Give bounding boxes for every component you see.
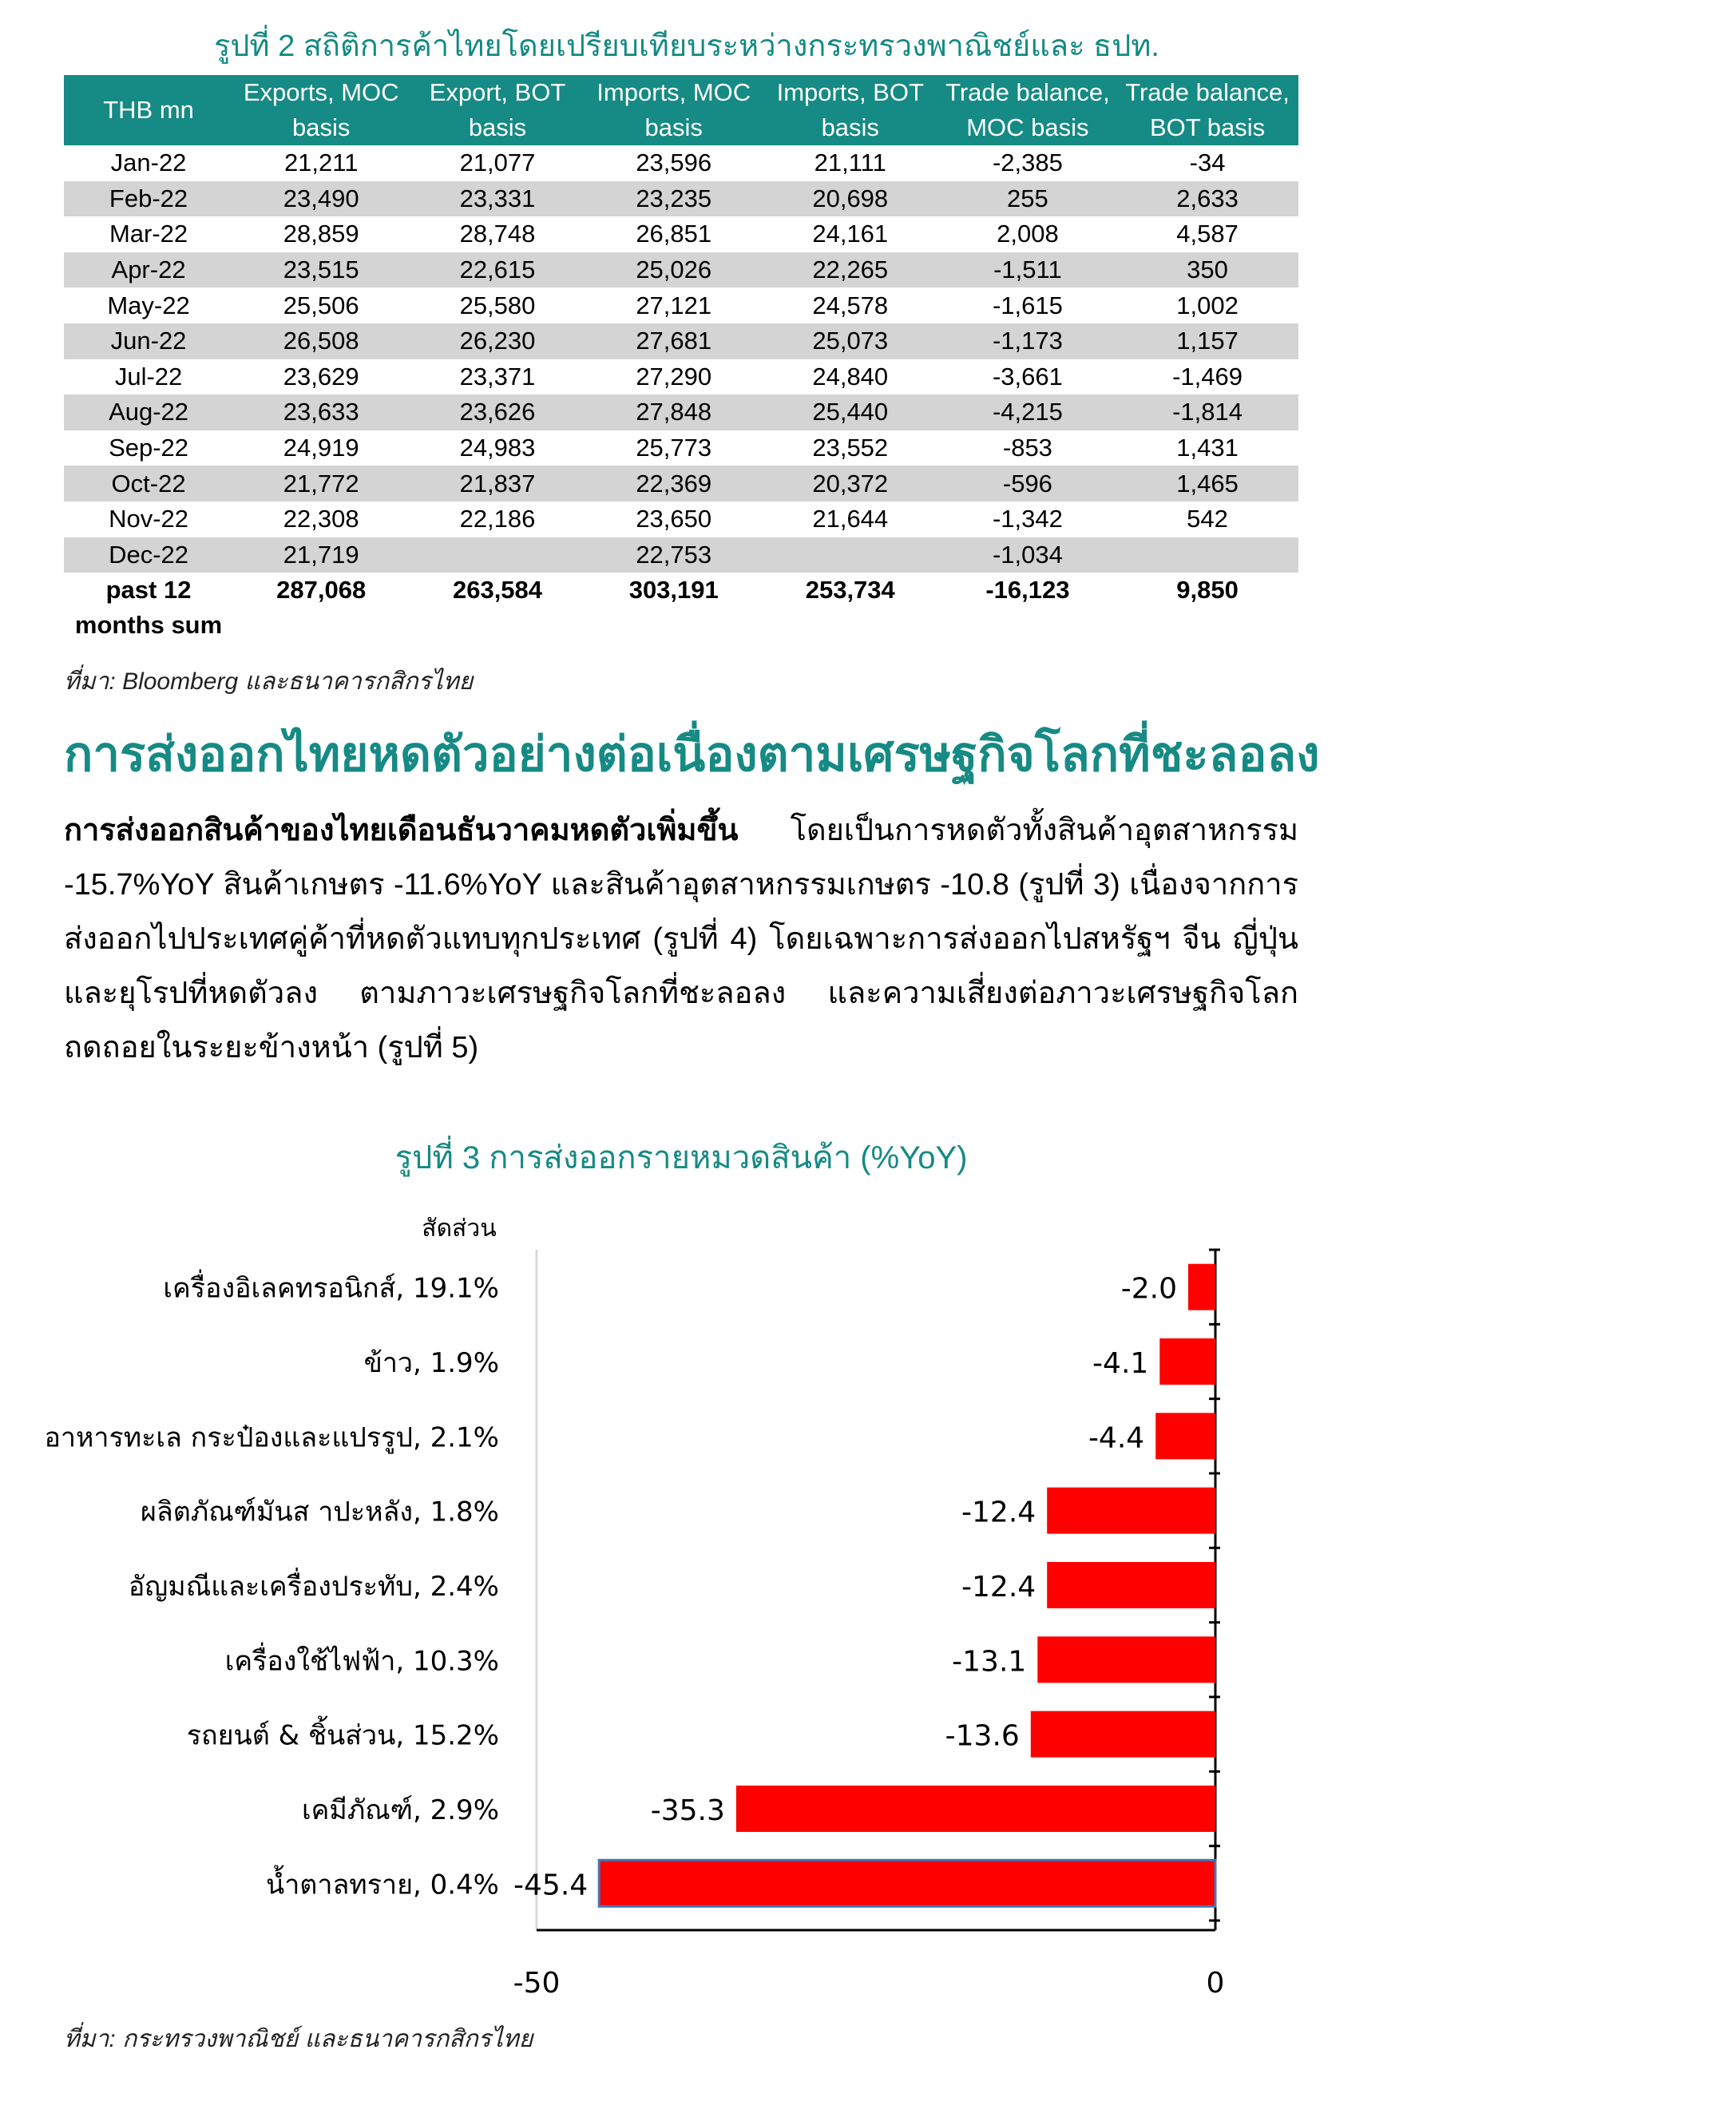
- table-cell: 22,186: [459, 505, 536, 533]
- header-cell: Exports, MOC basis: [233, 75, 409, 145]
- table-cell: 28,748: [459, 220, 536, 248]
- bar: [1037, 1636, 1215, 1683]
- category-header-label: สัดส่วน: [422, 1215, 497, 1243]
- table-cell: 23,331: [409, 181, 585, 217]
- row-month-cell: Sep-22: [109, 434, 189, 462]
- category-label: ข้าว, 1.9%: [363, 1347, 499, 1379]
- header-cell: Imports, BOT basis: [762, 75, 939, 145]
- table-cell: 25,506: [283, 291, 359, 319]
- table-cell: 21,837: [409, 466, 585, 501]
- table-cell: 25,773: [636, 434, 712, 462]
- bar: [1155, 1413, 1215, 1459]
- table-cell: 22,308: [283, 505, 359, 533]
- table-cell: 22,753: [586, 537, 762, 573]
- chart-title: รูปที่ 3 การส่งออกรายหมวดสินค้า (%YoY): [394, 1140, 968, 1175]
- table-cell: 25,440: [762, 394, 939, 430]
- table-cell: 21,211: [283, 149, 359, 177]
- table-cell: 1,431: [1176, 434, 1239, 462]
- table-cell: 350: [1116, 252, 1298, 288]
- category-label: น้ำตาลทราย, 0.4%: [265, 1869, 499, 1901]
- x-tick-label: 0: [1206, 1967, 1225, 2000]
- table-cell: 23,235: [586, 181, 762, 217]
- header-cell: Export, BOT basis: [409, 75, 585, 145]
- row-month-cell: Dec-22: [64, 537, 233, 573]
- sum-cell: -16,123: [985, 576, 1070, 605]
- header-cell: Trade balance, BOT basis: [1116, 75, 1298, 145]
- section-heading: การส่งออกไทยหดตัวอย่างต่อเนื่องตามเศรษฐกิจโลกที่ชะลอลง: [64, 727, 1320, 781]
- table-cell: 23,515: [233, 252, 409, 288]
- paragraph-bold-lead: การส่งออกสินค้าของไทยเดือนธันวาคมหดตัวเพิ่มขึ้น: [64, 814, 739, 847]
- bar: [599, 1860, 1215, 1906]
- table-cell: -596: [939, 466, 1116, 501]
- table-cell: 542: [1187, 505, 1228, 533]
- table-cell: 28,859: [283, 220, 359, 248]
- table-cell: -853: [1002, 434, 1052, 462]
- bar: [736, 1786, 1215, 1832]
- table-cell: 21,644: [812, 505, 889, 533]
- table-cell: -1,469: [1172, 362, 1243, 390]
- bar: [1159, 1338, 1215, 1385]
- table-cell: 27,848: [586, 394, 762, 430]
- table-source-note: ที่มา: Bloomberg และธนาคารกสิกรไทย: [64, 668, 474, 695]
- category-label: เครื่องอิเลคทรอนิกส์, 19.1%: [163, 1272, 499, 1305]
- table-cell: 23,490: [233, 181, 409, 217]
- row-month-cell: Mar-22: [109, 220, 188, 248]
- bar-value-label: -45.4: [513, 1869, 589, 1902]
- table-cell: 24,161: [812, 220, 889, 248]
- x-tick-label: -50: [513, 1967, 561, 2000]
- paragraph-text: โดยเป็นการหดตัวทั้งสินค้าอุตสาหกรรม -15.7%YoY สินค้าเกษตร -11.6%YoY และสินค้าอุตสาหกรรมเกษตร -10.8 (รูปที่ 3) เนื่องจากการส่งออกไปประเทศคู่ค้าที่หดตัวแทบทุกประเทศ (รูปที่ 4) โดยเฉพาะการส่งออกไปสหรัฐฯ จีน ญี่ปุ่น และยุโรปที่หดตัวลง ตามภาวะเศรษฐกิจโลกที่ชะลอลง และความเสี่ยงต่อภาวะเศรษฐกิจโลกถดถอยในระยะข้างหน้า (รูปที่ 5): [64, 814, 1298, 1064]
- table-cell: 26,851: [636, 220, 712, 248]
- table-cell: 23,371: [459, 362, 536, 390]
- table-cell: -1,034: [939, 537, 1116, 573]
- category-label: เคมีภัณฑ์, 2.9%: [302, 1794, 499, 1826]
- header-cell: THB mn: [64, 75, 233, 145]
- table-cell: 1,157: [1116, 323, 1298, 359]
- table-cell: 21,111: [814, 149, 886, 177]
- table-cell: 24,840: [812, 362, 889, 390]
- bar-value-label: -4.1: [1092, 1347, 1149, 1380]
- bar: [1047, 1488, 1215, 1534]
- bar: [1031, 1711, 1215, 1758]
- table-cell: 23,650: [636, 505, 712, 533]
- bar-value-label: -35.3: [650, 1794, 725, 1827]
- table-cell: 2,633: [1116, 181, 1298, 217]
- table-cell: 25,580: [459, 291, 536, 319]
- table-cell: -1,342: [992, 505, 1063, 533]
- table-cell: 21,719: [233, 537, 409, 573]
- table-cell: -3,661: [992, 362, 1063, 390]
- table-cell: 26,508: [233, 323, 409, 359]
- bar-value-label: -12.4: [961, 1571, 1036, 1604]
- table-cell: 1,002: [1176, 291, 1239, 319]
- table-cell: -1,511: [939, 252, 1116, 288]
- table-cell: 24,919: [283, 434, 359, 462]
- table-cell: 4,587: [1176, 220, 1239, 248]
- table-cell: -2,385: [992, 149, 1063, 177]
- row-month-cell: Jun-22: [64, 323, 233, 359]
- table-cell: 23,626: [409, 394, 585, 430]
- table-cell: 26,230: [409, 323, 585, 359]
- bar-value-label: -12.4: [961, 1496, 1036, 1529]
- table-cell: 21,772: [233, 466, 409, 501]
- table-cell: 255: [939, 181, 1116, 217]
- table-cell: 2,008: [997, 220, 1059, 248]
- table-cell: 20,698: [762, 181, 939, 217]
- category-label: รถยนต์ & ชิ้นส่วน, 15.2%: [186, 1719, 499, 1752]
- sum-cell: 263,584: [452, 576, 543, 605]
- bar-value-label: -2.0: [1120, 1272, 1177, 1306]
- table-title: รูปที่ 2 สถิติการค้าไทยโดยเปรียบเทียบระหว่างกระทรวงพาณิชย์และ ธปท.: [214, 30, 1159, 63]
- table-cell: 24,578: [812, 291, 889, 319]
- row-month-cell: Feb-22: [64, 181, 233, 217]
- table-cell: 24,983: [459, 434, 536, 462]
- table-cell: 25,026: [586, 252, 762, 288]
- row-month-cell: Oct-22: [64, 466, 233, 501]
- row-month-cell: Jan-22: [110, 149, 187, 177]
- sum-cell: 303,191: [628, 576, 719, 605]
- bar-value-label: -13.6: [945, 1719, 1020, 1753]
- table-cell: 23,633: [233, 394, 409, 430]
- table-cell: 27,290: [636, 362, 712, 390]
- row-month-cell: May-22: [107, 291, 190, 319]
- row-month-cell: Aug-22: [64, 394, 233, 430]
- table-cell: 23,629: [283, 362, 359, 390]
- bar-value-label: -13.1: [952, 1645, 1027, 1679]
- category-label: อาหารทะเล กระป๋องและแปรรูป, 2.1%: [44, 1421, 499, 1454]
- table-cell: -4,215: [939, 394, 1116, 430]
- table-cell: 22,369: [586, 466, 762, 501]
- sum-label-cell: past 12 months sum: [74, 576, 223, 640]
- table-cell: -1,615: [992, 291, 1063, 319]
- category-label: เครื่องใช้ไฟฟ้า, 10.3%: [224, 1645, 499, 1678]
- table-cell: -1,173: [939, 323, 1116, 359]
- row-month-cell: Jul-22: [114, 362, 183, 390]
- table-cell: 21,077: [459, 149, 536, 177]
- bar: [1188, 1264, 1215, 1310]
- table-cell: 23,552: [812, 434, 889, 462]
- category-label: อัญมณีและเครื่องประทับ, 2.4%: [128, 1571, 499, 1603]
- row-month-cell: Nov-22: [109, 505, 189, 533]
- header-cell: Imports, MOC basis: [586, 75, 762, 145]
- table-cell: 25,073: [762, 323, 939, 359]
- table-cell: 22,265: [762, 252, 939, 288]
- category-label: ผลิตภัณฑ์มันส าปะหลัง, 1.8%: [140, 1496, 499, 1528]
- header-cell: Trade balance, MOC basis: [939, 75, 1116, 145]
- bar-value-label: -4.4: [1088, 1421, 1145, 1455]
- sum-cell: 287,068: [276, 576, 367, 605]
- chart-source-note: ที่มา: กระทรวงพาณิชย์ และธนาคารกสิกรไทย: [64, 2026, 533, 2052]
- sum-cell: 253,734: [805, 576, 895, 605]
- table-cell: -34: [1189, 149, 1226, 177]
- table-cell: -1,814: [1116, 394, 1298, 430]
- table-cell: 27,121: [636, 291, 712, 319]
- bar: [1047, 1562, 1215, 1608]
- table-cell: 1,465: [1116, 466, 1298, 501]
- row-month-cell: Apr-22: [64, 252, 233, 288]
- table-cell: 20,372: [762, 466, 939, 501]
- table-cell: 27,681: [586, 323, 762, 359]
- table-cell: 22,615: [409, 252, 585, 288]
- sum-cell: 9,850: [1176, 576, 1239, 605]
- table-cell: 23,596: [636, 149, 712, 177]
